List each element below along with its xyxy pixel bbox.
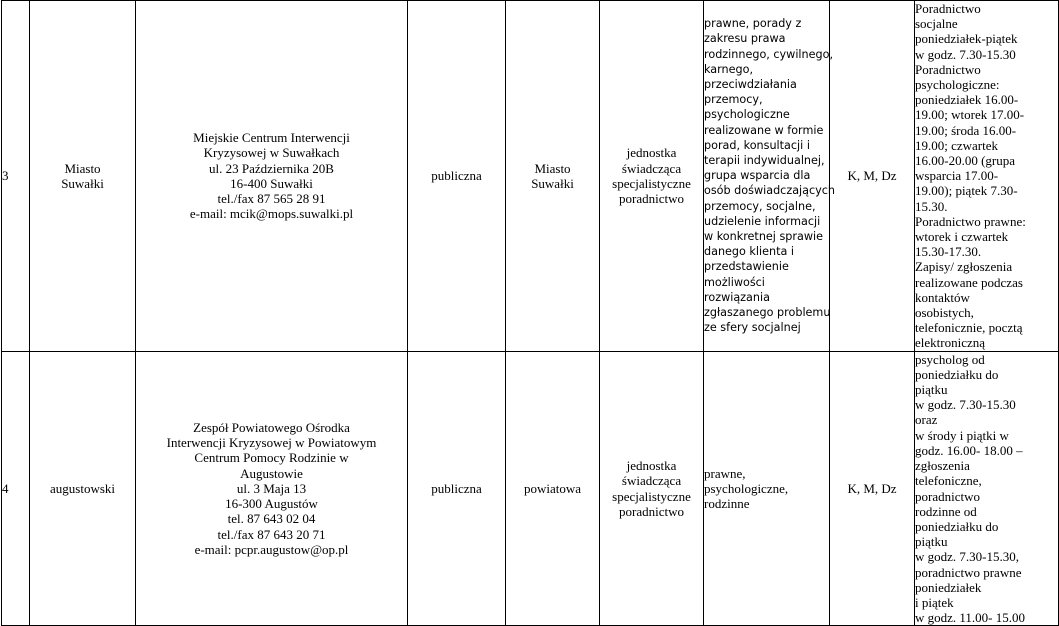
name-address-line: ul. 3 Maja 13 bbox=[236, 480, 307, 496]
recipients-line: K, M, Dz bbox=[847, 168, 897, 184]
services-line: karnego, bbox=[704, 62, 754, 76]
hours-line: socjalne bbox=[915, 16, 958, 32]
name-address-line: Augustowie bbox=[240, 465, 303, 481]
hours-line: Poradnictwo prawne: bbox=[915, 213, 1026, 229]
form-line: specjalistyczne bbox=[612, 488, 691, 504]
services-cell bbox=[704, 1, 836, 352]
type-cell bbox=[408, 1, 506, 352]
services-line: w konkretnej sprawie bbox=[704, 230, 823, 244]
hours-line: poniedziałek-piątek bbox=[915, 31, 1018, 47]
services-line: zakresu prawa bbox=[704, 32, 786, 46]
hours-line: poniedziałek bbox=[915, 579, 982, 595]
type-line: publiczna bbox=[431, 480, 482, 496]
services-line: przedstawienie bbox=[704, 260, 789, 274]
recipients-cell bbox=[830, 1, 915, 352]
services-line: rodzinne bbox=[704, 496, 750, 512]
hours-line: piątku bbox=[915, 382, 948, 398]
services-line: zgłaszanego problemu bbox=[704, 306, 831, 320]
hours-line: 19.00); piątek 7.30- bbox=[915, 183, 1018, 199]
services-line: możliwości bbox=[704, 275, 765, 289]
name-address-line: tel. 87 643 02 04 bbox=[227, 511, 316, 527]
recipients-line: K, M, Dz bbox=[847, 480, 897, 496]
name-address-line: 16-400 Suwałki bbox=[230, 175, 313, 191]
name-address-line: tel./fax 87 643 20 71 bbox=[217, 526, 326, 542]
hours-line: poniedziałku do bbox=[915, 518, 999, 534]
row-number bbox=[2, 1, 30, 352]
district-cell bbox=[30, 1, 136, 352]
founder-cell bbox=[506, 351, 600, 626]
name-address-line: 16-300 Augustów bbox=[225, 496, 318, 512]
services-line: rodzinnego, cywilnego, bbox=[704, 47, 834, 61]
hours-line: wtorek i czwartek bbox=[915, 229, 1009, 245]
services-line: psychologiczne, bbox=[704, 480, 789, 496]
name-address-line: e-mail: pcpr.augustow@op.pl bbox=[194, 541, 349, 557]
table-body bbox=[2, 1, 1059, 626]
hours-line: realizowane podczas bbox=[915, 274, 1023, 290]
hours-line: elektroniczną bbox=[915, 335, 986, 351]
hours-line: poradnictwo bbox=[915, 488, 980, 504]
name-address-line: Zespół Powiatowego Ośrodka bbox=[193, 420, 350, 436]
services-line: ze sfery socjalnej bbox=[704, 321, 801, 335]
form-line: świadcząca bbox=[621, 473, 682, 489]
name-address-cell bbox=[136, 351, 408, 626]
hours-line: oraz bbox=[915, 412, 938, 428]
name-address-cell bbox=[136, 1, 408, 352]
hours-line: osobistych, bbox=[915, 305, 974, 321]
row-number bbox=[2, 351, 30, 626]
district-cell bbox=[30, 351, 136, 626]
form-line: poradnictwo bbox=[619, 191, 684, 207]
hours-line: poradnictwo prawne bbox=[915, 564, 1022, 580]
hours-line: piątku bbox=[915, 534, 948, 550]
hours-line: psychologiczne: bbox=[915, 77, 1000, 93]
services-line: przeciwdziałania bbox=[704, 78, 797, 92]
services-line: prawne, porady z bbox=[704, 17, 802, 31]
hours-line: Poradnictwo bbox=[915, 61, 981, 77]
services-line: realizowane w formie bbox=[704, 123, 824, 137]
type-line: publiczna bbox=[431, 168, 482, 184]
founder-line: powiatowa bbox=[523, 480, 582, 496]
recipients-cell bbox=[830, 351, 915, 626]
district-line: Suwałki bbox=[61, 175, 104, 191]
hours-line: poniedziałku do bbox=[915, 366, 999, 382]
hours-line: 16.00-20.00 (grupa bbox=[915, 153, 1016, 169]
services-line: udzielenie informacji bbox=[704, 214, 821, 228]
hours-line: w godz. 11.00- 15.00 bbox=[915, 610, 1026, 626]
district-line: augustowski bbox=[50, 480, 115, 496]
hours-line: i piątek bbox=[915, 594, 954, 610]
form-cell bbox=[600, 1, 704, 352]
services-line: grupa wsparcia dla bbox=[704, 169, 811, 183]
services-line: psychologiczne bbox=[704, 108, 790, 122]
services-line: prawne, bbox=[704, 465, 746, 481]
hours-line: w godz. 7.30-15.30 bbox=[915, 46, 1016, 62]
hours-line: Poradnictwo bbox=[915, 1, 981, 16]
name-address-line: e-mail: mcik@mops.suwalki.pl bbox=[189, 206, 354, 222]
hours-line: 19.00; czwartek bbox=[915, 137, 999, 153]
hours-line: psycholog od bbox=[915, 351, 985, 367]
form-line: specjalistyczne bbox=[612, 175, 691, 191]
founder-line: Suwałki bbox=[531, 175, 574, 191]
name-address-line: Centrum Pomocy Rodzinie w bbox=[194, 450, 349, 466]
hours-line: rodzinne od bbox=[915, 503, 977, 519]
hours-line: 19.00; wtorek 17.00- bbox=[915, 107, 1025, 123]
row-number-text: 3 bbox=[2, 168, 9, 184]
hours-line: 15.30-17.30. bbox=[915, 244, 982, 260]
services-line: porad, konsultacji i bbox=[704, 138, 810, 152]
form-line: poradnictwo bbox=[619, 503, 684, 519]
name-address-line: Kryzysowej w Suwałkach bbox=[203, 145, 340, 161]
services-line: danego klienta i bbox=[704, 245, 795, 259]
hours-line: w środy i piątki w bbox=[915, 427, 1009, 443]
hours-line: 19.00; środa 16.00- bbox=[915, 122, 1017, 138]
services-line: osób doświadczających bbox=[704, 184, 836, 198]
form-line: jednostka bbox=[626, 458, 677, 474]
name-address-line: tel./fax 87 565 28 91 bbox=[217, 191, 326, 207]
district-line: Miasto bbox=[64, 160, 101, 176]
form-cell bbox=[600, 351, 704, 626]
hours-line: telefoniczne, bbox=[915, 473, 982, 489]
row-number-text: 4 bbox=[2, 480, 9, 496]
hours-line: w godz. 7.30-15.30 bbox=[915, 397, 1016, 413]
form-line: jednostka bbox=[626, 145, 677, 161]
hours-line: godz. 16.00- 18.00 – bbox=[915, 442, 1023, 458]
type-cell bbox=[408, 351, 506, 626]
hours-line: 15.30. bbox=[915, 198, 948, 214]
institutions-table bbox=[1, 0, 1059, 626]
hours-cell bbox=[915, 1, 1059, 352]
hours-line: wsparcia 17.00- bbox=[915, 168, 999, 184]
services-line: przemocy, socjalne, bbox=[704, 199, 816, 213]
services-cell bbox=[704, 351, 830, 626]
founder-line: Miasto bbox=[534, 160, 571, 176]
hours-line: kontaktów bbox=[915, 289, 970, 305]
hours-line: Zapisy/ zgłoszenia bbox=[915, 259, 1013, 275]
name-address-line: ul. 23 Października 20B bbox=[209, 160, 334, 176]
services-line: przemocy, bbox=[704, 93, 763, 107]
services-line: terapii indywidualnej, bbox=[704, 154, 825, 168]
table-row bbox=[2, 1, 1059, 352]
hours-line: telefonicznie, pocztą bbox=[915, 320, 1023, 336]
services-line: rozwiązania bbox=[704, 290, 770, 304]
hours-line: w godz. 7.30-15.30, bbox=[915, 549, 1019, 565]
form-line: świadcząca bbox=[621, 160, 682, 176]
hours-line: zgłoszenia bbox=[915, 458, 970, 474]
name-address-line: Interwencji Kryzysowej w Powiatowym bbox=[166, 435, 377, 451]
table-row bbox=[2, 351, 1059, 626]
founder-cell bbox=[506, 1, 600, 352]
hours-line: poniedziałek 16.00- bbox=[915, 92, 1019, 108]
name-address-line: Miejskie Centrum Interwencji bbox=[193, 130, 350, 146]
hours-cell bbox=[915, 351, 1059, 626]
